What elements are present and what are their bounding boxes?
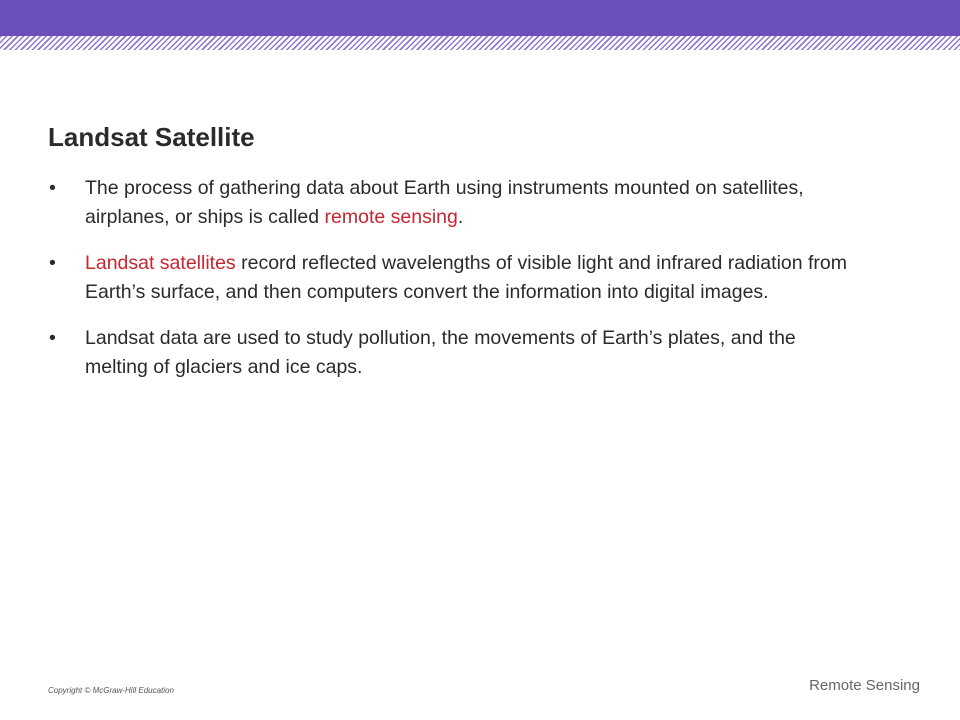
bullet-marker: • (49, 252, 56, 274)
bullet-marker: • (49, 177, 56, 199)
bullet-item (48, 324, 848, 382)
slide-title: Landsat Satellite (48, 122, 255, 152)
bullet-marker: • (49, 327, 56, 349)
highlight-term-remote-sensing: remote sensing (324, 206, 458, 228)
header-bar (0, 0, 960, 36)
footer-section-label: Remote Sensing (809, 677, 920, 694)
header-hatch-band (0, 36, 960, 50)
highlight-term-landsat-satellites: Landsat satellites (85, 252, 236, 274)
bullet-text: record reflected wavelengths of visible light and infrared radiation from Earth’s surface, and then computers convert the information into digital images. (85, 252, 848, 303)
bullet-text: . (457, 206, 464, 228)
bullet-text: Landsat data are used to study pollution, the movements of Earth’s plates, and the melting of glaciers and ice caps. (85, 327, 796, 378)
bullet-list (48, 174, 848, 399)
copyright-notice: Copyright © McGraw-Hill Education (48, 686, 174, 695)
bullet-text: The process of gathering data about Earth using instruments mounted on satellites, airplanes, or ships is called (85, 177, 804, 228)
bullet-item (48, 249, 848, 307)
bullet-item (48, 174, 848, 232)
